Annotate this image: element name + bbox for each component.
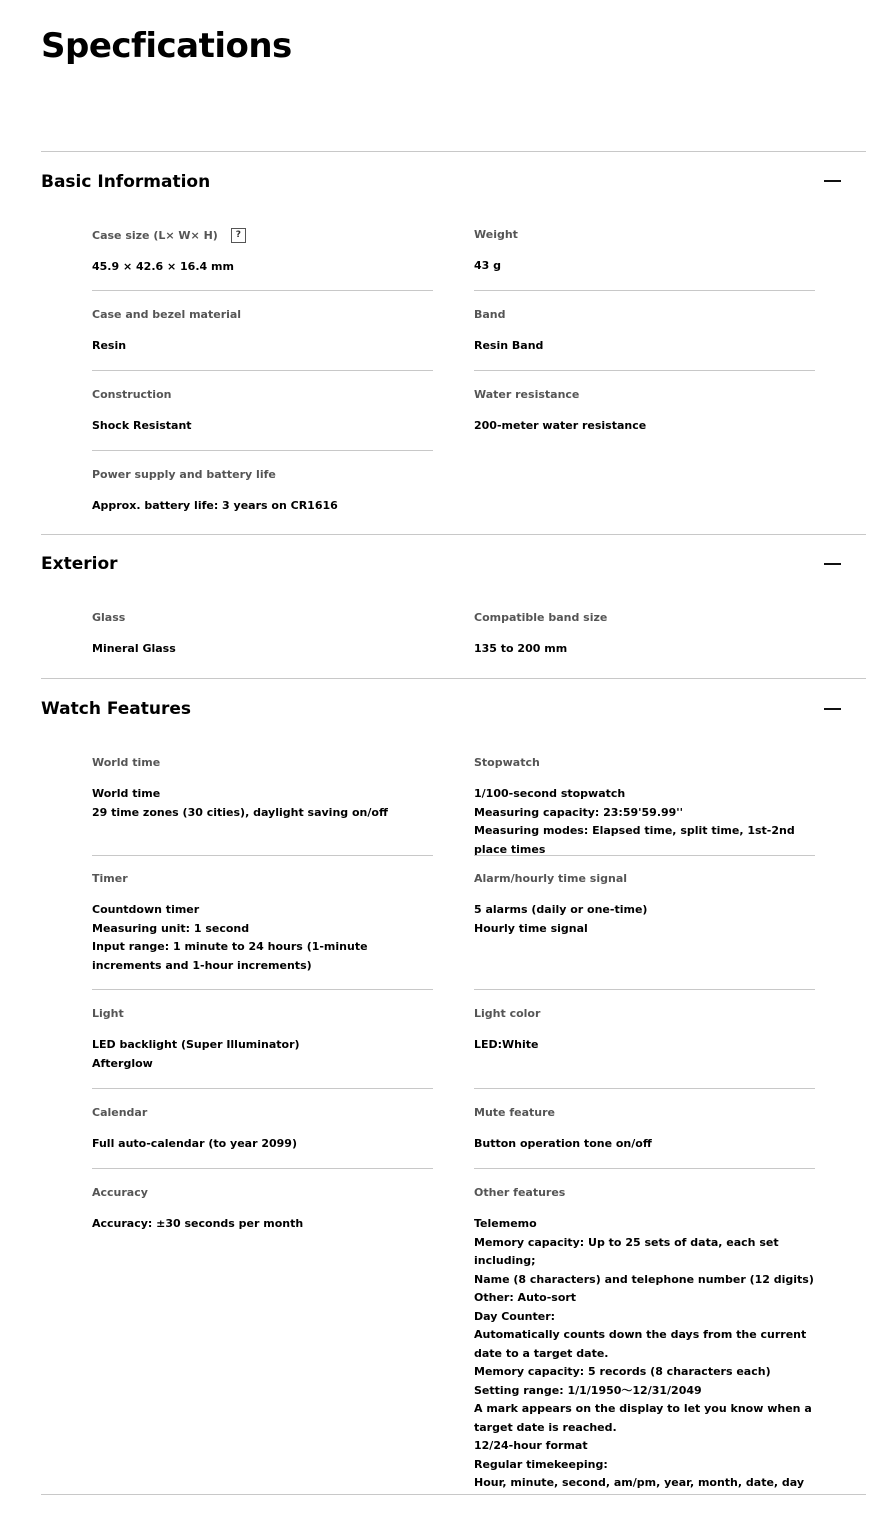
spec-label: Mute feature: [474, 1106, 555, 1119]
spec-label: Band: [474, 308, 506, 321]
spec-water-resistance: [474, 388, 815, 436]
section-title-exterior[interactable]: Exterior: [41, 554, 118, 574]
spec-label: Glass: [92, 611, 126, 624]
spec-label: Water resistance: [474, 388, 580, 401]
spec-value: Countdown timer Measuring unit: 1 second Input range: 1 minute to 24 hours (1-minute increments and 1-hour increments): [92, 903, 368, 972]
spec-band-size: [474, 611, 815, 659]
spec-accuracy: [92, 1186, 433, 1234]
page-title: Specfications: [41, 26, 292, 66]
spec-label: Timer: [92, 872, 128, 885]
spec-value: 5 alarms (daily or one-time) Hourly time signal: [474, 903, 648, 935]
spec-weight: [474, 228, 815, 276]
spec-label: Power supply and battery life: [92, 468, 276, 481]
spec-case-size: [92, 228, 433, 277]
spec-world-time: [92, 756, 433, 822]
spec-label: Light: [92, 1007, 124, 1020]
spec-mute: [474, 1106, 815, 1154]
item-divider: [92, 1168, 433, 1169]
spec-value: 135 to 200 mm: [474, 642, 568, 655]
section-divider: [41, 151, 866, 152]
item-divider: [474, 1088, 815, 1089]
spec-value: Resin: [92, 339, 127, 352]
spec-calendar: [92, 1106, 433, 1154]
spec-value: 43 g: [474, 259, 502, 272]
spec-label: Calendar: [92, 1106, 148, 1119]
section-divider: [41, 678, 866, 679]
spec-label: Stopwatch: [474, 756, 540, 769]
spec-value: LED:White: [474, 1038, 539, 1051]
spec-light-color: [474, 1007, 815, 1055]
spec-value: Accuracy: ±30 seconds per month: [92, 1217, 304, 1230]
item-divider: [474, 1168, 815, 1169]
item-divider: [474, 290, 815, 291]
section-divider: [41, 1494, 866, 1495]
collapse-watch-features-button[interactable]: [824, 702, 842, 716]
spec-value: Mineral Glass: [92, 642, 176, 655]
spec-band: [474, 308, 815, 356]
minus-icon: [824, 708, 841, 710]
spec-label: Case and bezel material: [92, 308, 242, 321]
item-divider: [474, 370, 815, 371]
help-icon[interactable]: ?: [231, 228, 246, 243]
item-divider: [92, 370, 433, 371]
spec-value: Telememo Memory capacity: Up to 25 sets of data, each set including; Name (8 characters) and telephone number (12 digits) Other: Auto-sort Day Counter: Automatically counts down the days from the current date to a target date. Memory capacity: 5 records (8 characters each) Setting range: 1/1/1950〜12/31/2049 A mark appears on the display to let you know when a target date is reached. 12/24-hour format Regular timekeeping: Hour, minute, second, am/pm, year, month, date, day: [474, 1217, 814, 1489]
minus-icon: [824, 563, 841, 565]
minus-icon: [824, 180, 841, 182]
spec-label: Light color: [474, 1007, 541, 1020]
spec-case-material: [92, 308, 433, 356]
spec-value: 45.9 × 42.6 × 16.4 mm: [92, 260, 234, 273]
spec-stopwatch: [474, 756, 815, 859]
spec-value: 200-meter water resistance: [474, 419, 647, 432]
spec-label: Accuracy: [92, 1186, 148, 1199]
spec-label: World time: [92, 756, 161, 769]
spec-light: [92, 1007, 433, 1073]
spec-label: Other features: [474, 1186, 566, 1199]
section-title-basic-information[interactable]: Basic Information: [41, 172, 211, 192]
spec-label: Construction: [92, 388, 172, 401]
item-divider: [474, 989, 815, 990]
spec-construction: [92, 388, 433, 436]
spec-value: World time 29 time zones (30 cities), daylight saving on/off: [92, 787, 388, 819]
spec-label: Case size (L× W× H): [92, 228, 218, 242]
spec-value: Full auto-calendar (to year 2099): [92, 1137, 297, 1150]
spec-power-supply: [92, 468, 433, 516]
spec-value: Button operation tone on/off: [474, 1137, 652, 1150]
spec-value: 1/100-second stopwatch Measuring capacity: 23:59'59.99'' Measuring modes: Elapsed time, split time, 1st-2nd place times: [474, 787, 795, 856]
collapse-exterior-button[interactable]: [824, 557, 842, 571]
section-title-watch-features[interactable]: Watch Features: [41, 699, 192, 719]
item-divider: [474, 855, 815, 856]
spec-value: Approx. battery life: 3 years on CR1616: [92, 499, 338, 512]
item-divider: [92, 855, 433, 856]
spec-other-features: [474, 1186, 815, 1493]
section-divider: [41, 534, 866, 535]
item-divider: [92, 450, 433, 451]
spec-alarm: [474, 872, 815, 938]
spec-value: Resin Band: [474, 339, 544, 352]
spec-timer: [92, 872, 433, 975]
spec-glass: [92, 611, 433, 659]
spec-label: Alarm/hourly time signal: [474, 872, 628, 885]
spec-value: Shock Resistant: [92, 419, 192, 432]
item-divider: [92, 290, 433, 291]
spec-value: LED backlight (Super Illuminator) Afterglow: [92, 1038, 300, 1070]
collapse-basic-information-button[interactable]: [824, 174, 842, 188]
item-divider: [92, 989, 433, 990]
spec-label: Weight: [474, 228, 518, 241]
spec-label: Compatible band size: [474, 611, 608, 624]
item-divider: [92, 1088, 433, 1089]
